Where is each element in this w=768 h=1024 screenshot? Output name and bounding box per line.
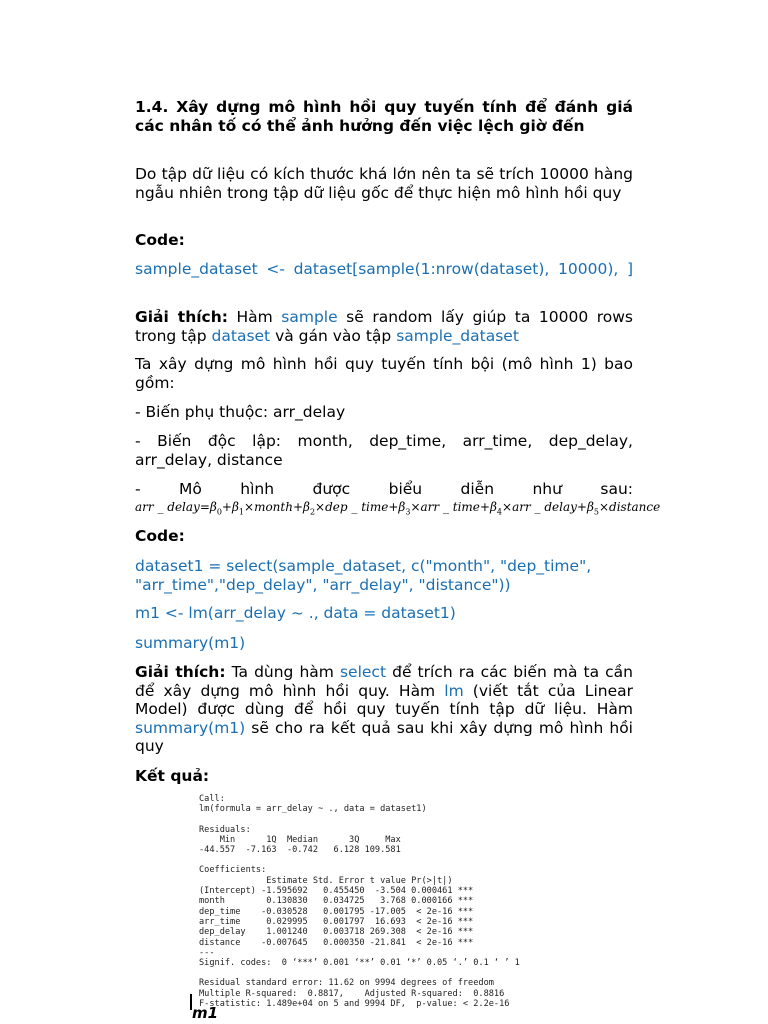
code-block-1: sample_dataset <- dataset[sample(1:nrow(dataset), 10000), ] [135, 260, 633, 278]
formula-term-5: $\beta_5\times distance$ [586, 500, 661, 517]
formula-lhs: arr _ delay [135, 500, 200, 514]
intro-paragraph: Do tập dữ liệu có kích thước khá lớn nên ta sẽ trích 10000 hàng ngẫu nhiên trong tập dữ liệu gốc để thực hiện mô hình hồi quy [135, 165, 633, 202]
console-summary: Residual standard error: 11.62 on 9994 degrees of freedom Multiple R-squared: 0.8817, Adjusted R-squared: 0.8816 F-statistic: 1.489e+04 on 5 and 9994 DF, p-value: < 2.2e-16 [199, 978, 510, 1010]
keyword-sample-dataset: sample_dataset [396, 326, 519, 345]
code-block-2a: dataset1 = select(sample_dataset, c("month", "dep_time", "arr_time","dep_delay", "arr_delay", "distance")) [135, 557, 592, 594]
console-call: Call: lm(formula = arr_delay ~ ., data = dataset1) [199, 794, 427, 815]
formula-var-arr-delay: arr _ delay [512, 500, 577, 514]
keyword-summary: summary(m1) [135, 718, 246, 737]
explanation-2 [135, 663, 633, 756]
bullet-dependent-variable: - Biến phụ thuộc: arr_delay [135, 403, 346, 421]
r-console-output [199, 794, 629, 1009]
explanation-1-text-2: sẽ random lấy giúp ta 10000 rows trong tập [135, 308, 633, 345]
console-residuals: Residuals: Min 1Q Median 3Q Max -44.557 -7.163 -0.742 6.128 109.581 [199, 824, 401, 856]
formula-var-dep-time: dep _ time [325, 500, 389, 514]
section-heading: 1.4. Xây dựng mô hình hồi quy tuyến tính để đánh giá các nhân tố có thể ảnh hưởng đến việc lệch giờ đến [135, 98, 633, 135]
explanation-2-text-3: (viết tắt của Linear Model) được dùng để hồi quy tuyến tính tập dữ liệu. Hàm [135, 681, 633, 718]
formula-term-3: $\beta_3\times arr$ _ time [398, 500, 480, 517]
explanation-1-text: Hàm [227, 308, 282, 326]
formula-var-month: month [254, 500, 293, 514]
code-block-2c: summary(m1) [135, 634, 246, 652]
formula-term-4: $\beta_4\times arr$ _ delay [489, 500, 577, 517]
code-label-1: Code: [135, 231, 185, 249]
bullet-model: - Mô hình được biểu diễn như sau: [135, 480, 633, 498]
regression-formula: arr _ $delay=\beta_0+\beta_1\times month+\beta_2\times dep$ _ $time+\beta_3\times arr$ _ $time+\beta_4\times arr$ _ $delay+\beta_5\times distance$ [135, 500, 661, 517]
formula-var-distance: distance [609, 500, 661, 514]
explanation-2-text-2: để trích ra các biến mà ta cần để xây dựng mô hình hồi quy. Hàm [135, 663, 634, 700]
explanation-2-text-4: sẽ cho ra kết quả sau khi xây dựng mô hình hồi quy [135, 718, 633, 755]
formula-term-2: $\beta_2\times dep$ _ time [303, 500, 389, 517]
code-block-2b: m1 <- lm(arr_delay ~ ., data = dataset1) [135, 604, 456, 622]
formula-var-arr-time: arr _ time [420, 500, 480, 514]
trailing-m1: m1 [192, 1004, 219, 1022]
code-label-2: Code: [135, 527, 185, 545]
keyword-select: select [339, 663, 387, 681]
explanation-1-label: Giải thích: [135, 308, 228, 326]
keyword-sample: sample [281, 308, 338, 326]
bullet-independent-variables: - Biến độc lập: month, dep_time, arr_time, dep_delay, arr_delay, distance [135, 432, 633, 469]
explanation-1 [135, 308, 633, 345]
keyword-lm: lm [444, 681, 464, 700]
explanation-1-text-3: và gán vào tập [270, 326, 397, 345]
formula-term-0: $\beta_0$ [209, 500, 222, 517]
explanation-2-text: Ta dùng hàm [225, 663, 340, 681]
formula-term-1: $\beta_1\times month$ [231, 500, 293, 517]
console-coefficients: Coefficients: Estimate Std. Error t value Pr(>|t|) (Intercept) -1.595692 0.455450 -3.504 0.000461 *** month 0.130830 0.034725 3.768 0.000166 *** dep_time -0.030528 0.001795 -17.005 < 2e-16 *** arr_time 0.029995 0.001797 16.693 < 2e-16 *** dep_delay 1.001240 0.003718 269.308 < 2e-16 *** distance -0.007645 0.000350 -21.841 < 2e-16 *** --- Signif. codes: 0 ‘***’ 0.001 ‘**’ 0.01 ‘*’ 0.05 ‘.’ 0.1 ‘ ’ 1 [199, 865, 520, 969]
result-label: Kết quả: [135, 767, 210, 785]
model-intro: Ta xây dựng mô hình hồi quy tuyến tính bội (mô hình 1) bao gồm: [135, 355, 633, 392]
explanation-2-label: Giải thích: [135, 663, 226, 681]
keyword-dataset: dataset [211, 326, 271, 345]
